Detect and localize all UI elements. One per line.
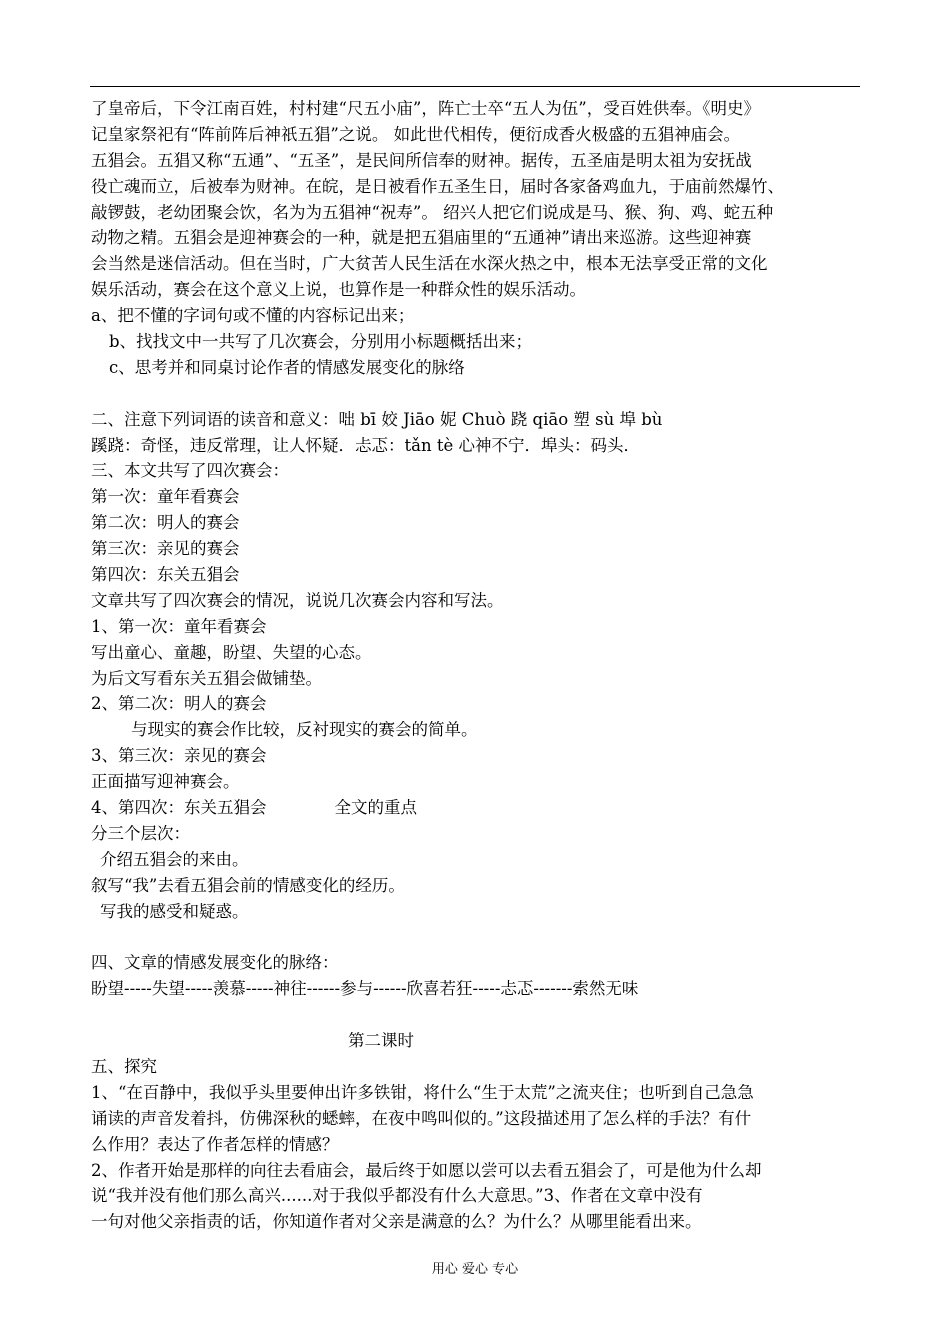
blank-line	[91, 925, 861, 951]
question2-line: 说“我并没有他们那么高兴......对于我似乎都没有什么大意思。”3、作者在文章中没有	[91, 1186, 703, 1206]
question1-line: 么作用？表达了作者怎样的情感？	[91, 1134, 339, 1154]
task-c: c、思考并和同桌讨论作者的情感发展变化的脉络	[109, 357, 465, 377]
item4-row	[91, 795, 861, 821]
section3-question: 文章共写了四次赛会的情况，说说几次赛会内容和写法。	[91, 590, 504, 610]
page-footer: 用心 爱心 专心	[431, 1262, 519, 1277]
blank-line	[91, 1002, 861, 1028]
paragraph-line: 记皇家祭祀有“阵前阵后神祇五猖”之说。 如此世代相传，便衍成香火极盛的五猖神庙会。	[91, 124, 741, 144]
section3-list-item: 第一次：童年看赛会	[91, 487, 240, 507]
section3-title: 三、本文共写了四次赛会：	[91, 461, 289, 481]
document-body	[91, 96, 861, 1235]
item2-title: 2、第二次：明人的赛会	[91, 694, 267, 714]
layer-item: 介绍五猖会的来由。	[100, 849, 249, 869]
item4-title: 4、第四次：东关五猖会	[91, 798, 267, 818]
item3-title: 3、第三次：亲见的赛会	[91, 746, 267, 766]
item1-title: 1、第一次：童年看赛会	[91, 616, 267, 636]
item1-line: 为后文写看东关五猖会做铺垫。	[91, 668, 322, 688]
question2-line: 2、作者开始是那样的向往去看庙会，最后终于如愿以尝可以去看五猖会了，可是他为什么却	[91, 1160, 762, 1180]
section3-list-item: 第四次：东关五猖会	[91, 565, 240, 585]
paragraph-line: 动物之精。五猖会是迎神赛会的一种，就是把五猖庙里的“五通神”请出来巡游。这些迎神赛	[91, 228, 752, 248]
task-a: a、把不懂的字词句或不懂的内容标记出来；	[91, 306, 415, 326]
intro-paragraph	[91, 96, 861, 303]
header-rule	[90, 86, 860, 87]
paragraph-line: 敲锣鼓，老幼团聚会饮，名为为五猖神“祝寿”。 绍兴人把它们说成是马、猴、狗、鸡、蛇五种	[91, 202, 774, 222]
section2-title: 二、注意下列词语的读音和意义：咄 bī 姣 Jiāo 妮 Chuò 跷 qiāo 塑 sù 埠 bù	[91, 409, 663, 429]
paragraph-line: 五猖会。五猖又称“五通”、“五圣”，是民间所信奉的财神。据传，五圣庙是明太祖为安抚战	[91, 150, 752, 170]
emotion-chain: 盼望-----失望-----羡慕-----神往------参与------欣喜若狂-----忐忑-------索然无味	[91, 979, 639, 999]
question1-line: 诵读的声音发着抖，仿佛深秋的蟋蟀，在夜中鸣叫似的。”这段描述用了怎么样的手法？有什	[91, 1108, 752, 1128]
section2-definitions: 蹊跷：奇怪，违反常理，让人怀疑．忐忑：tǎn tè 心神不宁．埠头：码头．	[91, 435, 640, 455]
paragraph-line: 会当然是迷信活动。但在当时，广大贫苦人民生活在水深火热之中，根本无法享受正常的文化	[91, 254, 768, 274]
section3-list-item: 第二次：明人的赛会	[91, 513, 240, 533]
item1-line: 写出童心、童趣，盼望、失望的心态。	[91, 642, 372, 662]
paragraph-line: 娱乐活动，赛会在这个意义上说，也算作是一种群众性的娱乐活动。	[91, 280, 586, 300]
question1-line: 1、“在百静中，我似乎头里要伸出许多铁钳，将什么“生于太荒”之流夹住；也听到自己急急	[91, 1082, 754, 1102]
blank-line	[91, 381, 861, 407]
section5-title: 五、探究	[91, 1056, 157, 1076]
item3-line: 正面描写迎神赛会。	[91, 772, 240, 792]
question2-line: 一句对他父亲指责的话，你知道作者对父亲是满意的么？为什么？从哪里能看出来。	[91, 1212, 702, 1232]
layers-title: 分三个层次：	[91, 823, 190, 843]
paragraph-line: 了皇帝后，下令江南百姓，村村建“尺五小庙”，阵亡士卒“五人为伍”，受百姓供奉。《明史》	[91, 99, 760, 118]
item2-line: 与现实的赛会作比较，反衬现实的赛会的简单。	[131, 720, 478, 740]
section4-title: 四、文章的情感发展变化的脉络：	[91, 953, 339, 973]
section3-list-item: 第三次：亲见的赛会	[91, 539, 240, 559]
paragraph-line: 役亡魂而立，后被奉为财神。在皖，是日被看作五圣生日，届时各家备鸡血九，于庙前然爆竹、	[91, 176, 784, 196]
lesson2-heading: 第二课时	[348, 1031, 414, 1051]
task-b: b、找找文中一共写了几次赛会，分别用小标题概括出来；	[109, 332, 533, 352]
item4-note: 全文的重点	[334, 798, 417, 818]
layer-item: 叙写“我”去看五猖会前的情感变化的经历。	[91, 875, 405, 895]
layer-item: 写我的感受和疑惑。	[100, 901, 249, 921]
